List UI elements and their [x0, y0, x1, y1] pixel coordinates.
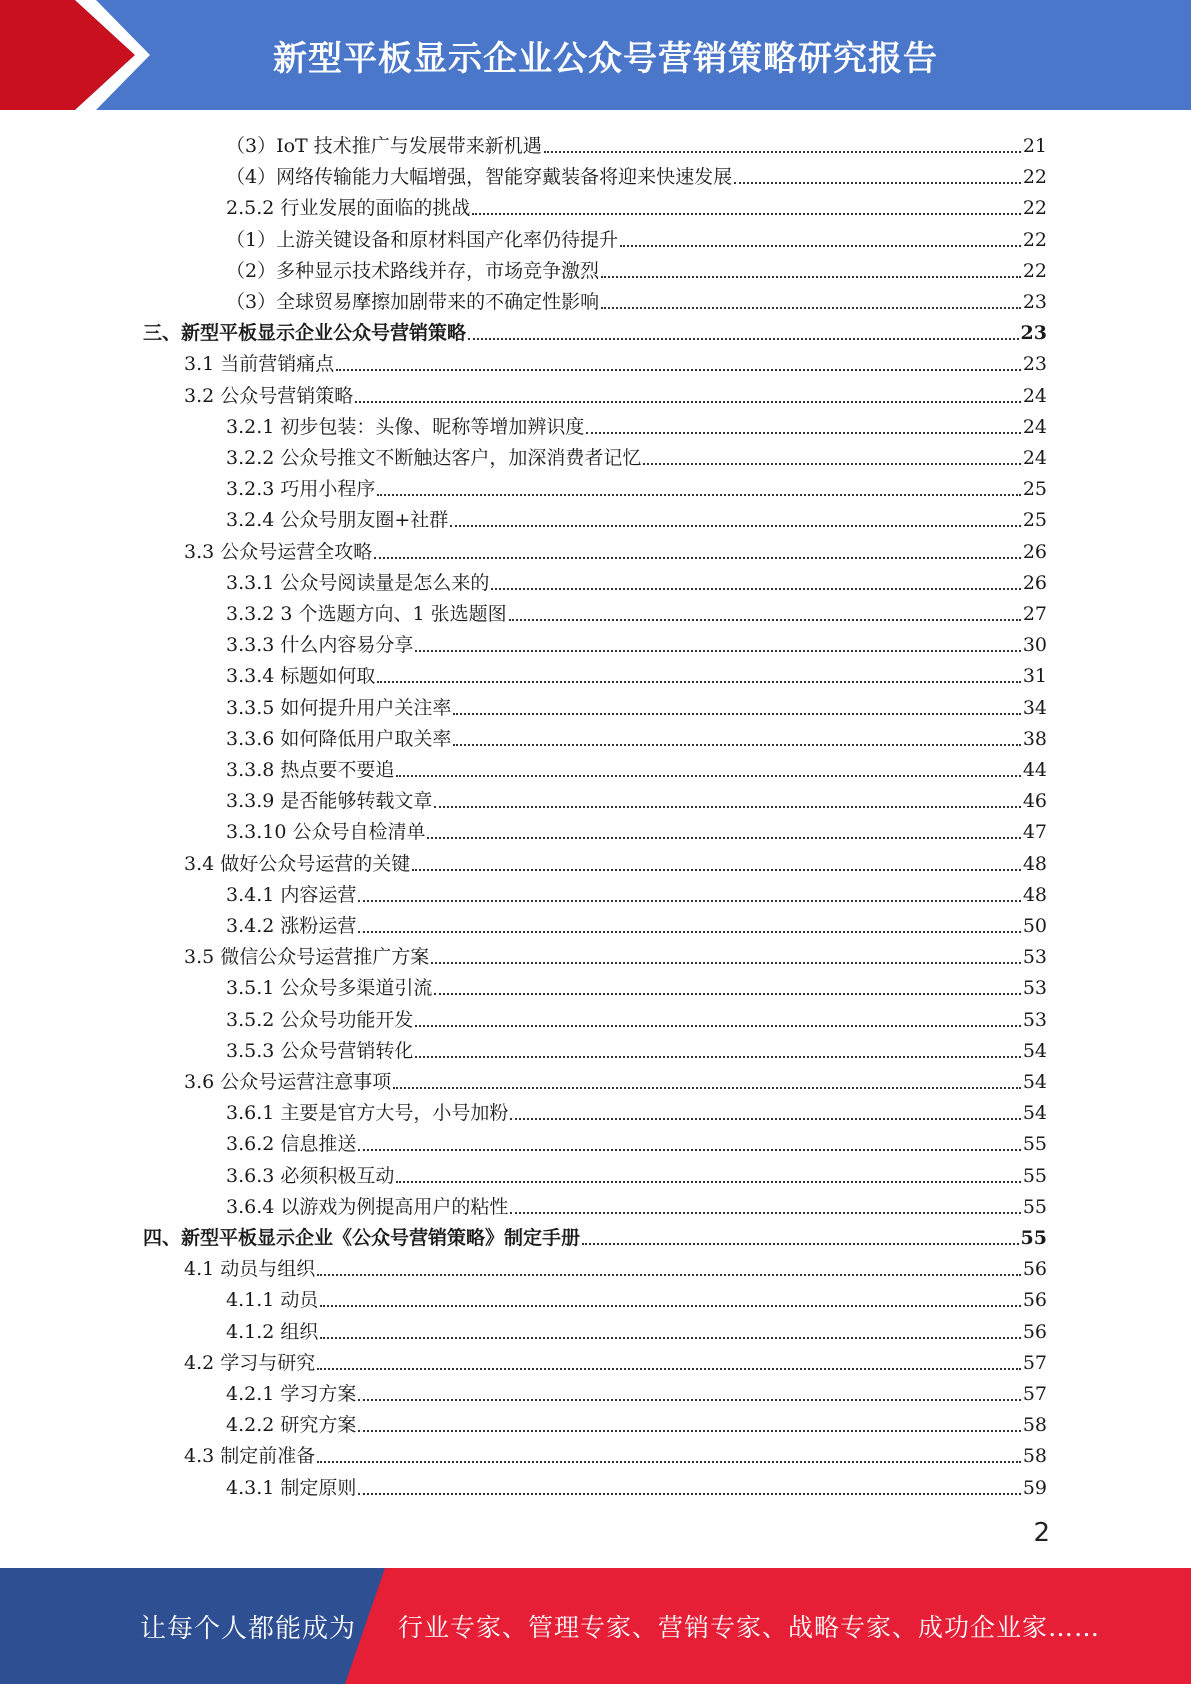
toc-dot-leader	[336, 369, 1021, 371]
toc-entry-page: 22	[1022, 259, 1047, 282]
toc-entry[interactable]	[226, 283, 1047, 314]
toc-entry-page: 54	[1022, 1071, 1047, 1093]
toc-entry-page: 22	[1022, 197, 1047, 220]
toc-entry-page: 31	[1022, 665, 1047, 688]
toc-dot-leader	[453, 744, 1020, 746]
toc-entry[interactable]	[226, 657, 1047, 688]
toc-dot-leader	[358, 900, 1020, 902]
toc-dot-leader	[586, 432, 1020, 434]
toc-dot-leader	[358, 1399, 1020, 1401]
toc-dot-leader	[431, 962, 1021, 964]
toc-dot-leader	[358, 1493, 1020, 1495]
toc-entry-title: 3.6.2 信息推送	[226, 1133, 357, 1156]
toc-dot-leader	[415, 650, 1020, 652]
toc-entry-page: 23	[1022, 353, 1047, 376]
toc-dot-leader	[453, 713, 1020, 715]
toc-entry-title: 3.4.2 涨粉运营	[226, 915, 357, 937]
toc-dot-leader	[374, 557, 1021, 559]
toc-entry-page: 53	[1022, 946, 1047, 969]
toc-entry-title: 3.2 公众号营销策略	[184, 384, 354, 407]
page-number: 2	[1033, 1518, 1050, 1548]
toc-dot-leader	[320, 1305, 1020, 1307]
toc-entry[interactable]	[226, 470, 1047, 501]
toc-entry[interactable]	[226, 1375, 1047, 1406]
toc-entry-page: 56	[1022, 1289, 1047, 1312]
toc-entry-title: 3.6 公众号运营注意事项	[184, 1071, 392, 1093]
toc-dot-leader	[377, 681, 1020, 683]
toc-entry-title: 3.3.2 3 个选题方向、1 张选题图	[226, 603, 507, 625]
toc-dot-leader	[620, 245, 1021, 247]
toc-entry-page: 48	[1022, 852, 1047, 875]
toc-entry-title: 3.3 公众号运营全攻略	[184, 540, 373, 563]
toc-entry-title: 3.5.1 公众号多渠道引流	[226, 977, 433, 1000]
toc-entry-page: 58	[1022, 1414, 1047, 1437]
toc-entry-title: 3.3.4 标题如何取	[226, 665, 376, 688]
toc-dot-leader	[317, 1461, 1021, 1463]
toc-entry[interactable]	[184, 345, 1047, 376]
toc-entry-title: 3.1 当前营销痛点	[184, 353, 335, 376]
toc-dot-leader	[415, 1025, 1020, 1027]
toc-entry-page: 59	[1022, 1476, 1047, 1499]
toc-entry[interactable]	[226, 1188, 1047, 1219]
toc-entry[interactable]	[184, 938, 1047, 969]
toc-dot-leader	[544, 151, 1021, 153]
toc-entry[interactable]	[226, 1406, 1047, 1437]
toc-entry[interactable]	[226, 1001, 1047, 1032]
toc-entry[interactable]	[226, 501, 1047, 532]
toc-dot-leader	[377, 494, 1020, 496]
toc-entry[interactable]	[226, 595, 1047, 626]
toc-dot-leader	[393, 1087, 1021, 1089]
toc-entry-page: 24	[1022, 447, 1047, 469]
toc-dot-leader	[472, 213, 1020, 215]
toc-entry[interactable]	[226, 158, 1047, 189]
toc-entry-page: 50	[1022, 915, 1047, 937]
toc-entry-page: 44	[1022, 759, 1047, 781]
toc-entry-page: 25	[1022, 509, 1047, 532]
page-footer	[0, 1568, 1191, 1684]
toc-entry-page: 56	[1022, 1258, 1047, 1281]
toc-entry-page: 23	[1020, 322, 1047, 345]
toc-entry-title: 3.6.1 主要是官方大号，小号加粉	[226, 1102, 509, 1125]
toc-entry-title: 四、新型平板显示企业《公众号营销策略》制定手册	[143, 1227, 581, 1249]
toc-entry[interactable]	[226, 189, 1047, 220]
toc-entry-page: 55	[1022, 1133, 1047, 1156]
toc-entry-page: 54	[1022, 1102, 1047, 1125]
toc-entry-title: 4.2.2 研究方案	[226, 1414, 357, 1437]
toc-entry-title: 3.2.3 巧用小程序	[226, 478, 376, 501]
toc-entry-title: 4.3.1 制定原则	[226, 1476, 357, 1499]
toc-entry-page: 57	[1022, 1383, 1047, 1405]
toc-dot-leader	[582, 1243, 1019, 1245]
toc-entry-title: 三、新型平板显示企业公众号营销策略	[143, 322, 467, 345]
toc-dot-leader	[355, 401, 1021, 403]
footer-slogan-right: 行业专家、管理专家、营销专家、战略专家、成功企业家……	[398, 1613, 1101, 1642]
toc-entry[interactable]	[226, 1032, 1047, 1063]
toc-entry[interactable]	[226, 626, 1047, 657]
toc-entry[interactable]	[226, 813, 1047, 844]
toc-entry[interactable]	[184, 1344, 1047, 1375]
toc-dot-leader	[396, 1181, 1020, 1183]
toc-entry[interactable]	[226, 720, 1047, 751]
toc-entry-title: 3.4 做好公众号运营的关键	[184, 852, 411, 875]
toc-dot-leader	[509, 619, 1021, 621]
toc-entry-page: 48	[1022, 883, 1047, 906]
toc-entry-title: 4.2.1 学习方案	[226, 1383, 357, 1405]
toc-entry-title: 3.5.3 公众号营销转化	[226, 1039, 414, 1062]
toc-entry-page: 53	[1022, 977, 1047, 1000]
toc-entry-title: 3.6.3 必须积极互动	[226, 1164, 395, 1187]
toc-entry-page: 54	[1022, 1039, 1047, 1062]
toc-entry-page: 55	[1022, 1164, 1047, 1187]
toc-entry[interactable]	[184, 533, 1047, 564]
toc-entry-page: 30	[1022, 634, 1047, 657]
toc-entry-page: 38	[1022, 727, 1047, 750]
toc-dot-leader	[415, 1056, 1020, 1058]
toc-dot-leader	[396, 775, 1020, 777]
toc-entry-page: 24	[1022, 384, 1047, 407]
toc-entry-title: 3.2.2 公众号推文不断触达客户，加深消费者记忆	[226, 447, 642, 469]
toc-entry[interactable]	[226, 127, 1047, 158]
toc-entry-page: 21	[1022, 135, 1047, 157]
toc-entry[interactable]	[226, 876, 1047, 907]
toc-dot-leader	[510, 1212, 1020, 1214]
toc-entry[interactable]	[226, 408, 1047, 439]
toc-entry-title: （3）全球贸易摩擦加剧带来的不确定性影响	[226, 291, 600, 313]
toc-entry-title: 3.4.1 内容运营	[226, 883, 357, 906]
toc-entry[interactable]	[143, 314, 1047, 345]
toc-entry[interactable]	[226, 1313, 1047, 1344]
toc-dot-leader	[510, 1118, 1020, 1120]
toc-entry-title: 4.1.2 组织	[226, 1320, 319, 1343]
toc-entry-title: 3.3.8 热点要不要追	[226, 759, 395, 781]
toc-entry[interactable]	[226, 1157, 1047, 1188]
toc-dot-leader	[450, 525, 1021, 527]
toc-dot-leader	[468, 338, 1019, 340]
toc-entry-title: 3.5 微信公众号运营推广方案	[184, 946, 430, 969]
toc-entry[interactable]	[184, 1437, 1047, 1468]
toc-entry[interactable]	[226, 1094, 1047, 1125]
toc-entry-page: 22	[1022, 166, 1047, 189]
toc-entry-title: （2）多种显示技术路线并存，市场竞争激烈	[226, 259, 600, 282]
toc-dot-leader	[412, 869, 1021, 871]
toc-entry-page: 34	[1022, 696, 1047, 719]
toc-entry-page: 23	[1022, 291, 1047, 313]
toc-entry-title: （4）网络传输能力大幅增强，智能穿戴装备将迎来快速发展	[226, 166, 733, 189]
page-header	[0, 0, 1191, 110]
toc-entry-page: 55	[1022, 1195, 1047, 1218]
toc-dot-leader	[601, 276, 1021, 278]
toc-entry[interactable]	[184, 1063, 1047, 1094]
toc-entry[interactable]	[226, 1125, 1047, 1156]
toc-entry[interactable]	[226, 252, 1047, 283]
toc-entry-title: 3.3.6 如何降低用户取关率	[226, 727, 452, 750]
toc-dot-leader	[427, 837, 1020, 839]
toc-dot-leader	[317, 1274, 1021, 1276]
toc-entry-title: 3.3.5 如何提升用户关注率	[226, 696, 452, 719]
toc-dot-leader	[358, 931, 1020, 933]
toc-entry[interactable]	[226, 689, 1047, 720]
toc-entry-page: 22	[1022, 228, 1047, 251]
toc-entry-title: 3.3.9 是否能够转载文章	[226, 790, 433, 813]
toc-entry-title: 3.5.2 公众号功能开发	[226, 1008, 414, 1031]
toc-dot-leader	[643, 463, 1020, 465]
toc-dot-leader	[358, 1430, 1020, 1432]
toc-entry-page: 25	[1022, 478, 1047, 501]
toc-entry-page: 46	[1022, 790, 1047, 813]
toc-entry-page: 57	[1022, 1351, 1047, 1374]
toc-dot-leader	[491, 588, 1020, 590]
toc-dot-leader	[434, 993, 1020, 995]
toc-entry[interactable]	[226, 969, 1047, 1000]
toc-entry[interactable]	[226, 751, 1047, 782]
toc-dot-leader	[317, 1368, 1021, 1370]
toc-dot-leader	[601, 307, 1021, 309]
toc-dot-leader	[358, 1149, 1020, 1151]
toc-entry-title: 4.3 制定前准备	[184, 1445, 316, 1468]
toc-entry-page: 26	[1022, 540, 1047, 563]
report-title: 新型平板显示企业公众号营销策略研究报告	[273, 38, 938, 79]
toc-entry-title: 3.3.1 公众号阅读量是怎么来的	[226, 571, 490, 594]
toc-entry[interactable]	[143, 1219, 1047, 1250]
toc-entry[interactable]	[226, 221, 1047, 252]
toc-entry[interactable]	[226, 782, 1047, 813]
toc-entry[interactable]	[226, 907, 1047, 938]
toc-entry[interactable]	[226, 439, 1047, 470]
toc-entry[interactable]	[184, 1250, 1047, 1281]
toc-entry[interactable]	[226, 1281, 1047, 1312]
toc-entry-title: 3.3.3 什么内容易分享	[226, 634, 414, 657]
toc-dot-leader	[434, 806, 1020, 808]
toc-entry[interactable]	[184, 377, 1047, 408]
toc-entry[interactable]	[184, 845, 1047, 876]
footer-slogan-left: 让每个人都能成为	[140, 1613, 357, 1644]
toc-dot-leader	[734, 182, 1021, 184]
toc-entry-title: 2.5.2 行业发展的面临的挑战	[226, 197, 471, 220]
toc-entry-title: 3.2.4 公众号朋友圈+社群	[226, 509, 449, 532]
toc-entry[interactable]	[226, 1469, 1047, 1500]
toc-entry-title: 3.6.4 以游戏为例提高用户的粘性	[226, 1195, 509, 1218]
toc-entry-title: 4.1 动员与组织	[184, 1258, 316, 1281]
toc-entry-title: 3.2.1 初步包装：头像、昵称等增加辨识度	[226, 415, 585, 438]
toc-entry-title: 4.2 学习与研究	[184, 1351, 316, 1374]
toc-entry-page: 24	[1022, 415, 1047, 438]
toc-entry-title: （1）上游关键设备和原材料国产化率仍待提升	[226, 228, 619, 251]
toc-entry-page: 58	[1022, 1445, 1047, 1468]
toc-entry-page: 26	[1022, 571, 1047, 594]
toc-entry-page: 27	[1022, 603, 1047, 625]
toc-entry-title: 3.3.10 公众号自检清单	[226, 821, 426, 844]
toc-dot-leader	[320, 1337, 1020, 1339]
toc-entry[interactable]	[226, 564, 1047, 595]
toc-entry-title: 4.1.1 动员	[226, 1289, 319, 1312]
toc-entry-page: 56	[1022, 1320, 1047, 1343]
toc-entry-page: 47	[1022, 821, 1047, 844]
toc-entry-page: 53	[1022, 1008, 1047, 1031]
toc-entry-page: 55	[1020, 1227, 1047, 1249]
toc-entry-title: （3）IoT 技术推广与发展带来新机遇	[226, 135, 542, 157]
